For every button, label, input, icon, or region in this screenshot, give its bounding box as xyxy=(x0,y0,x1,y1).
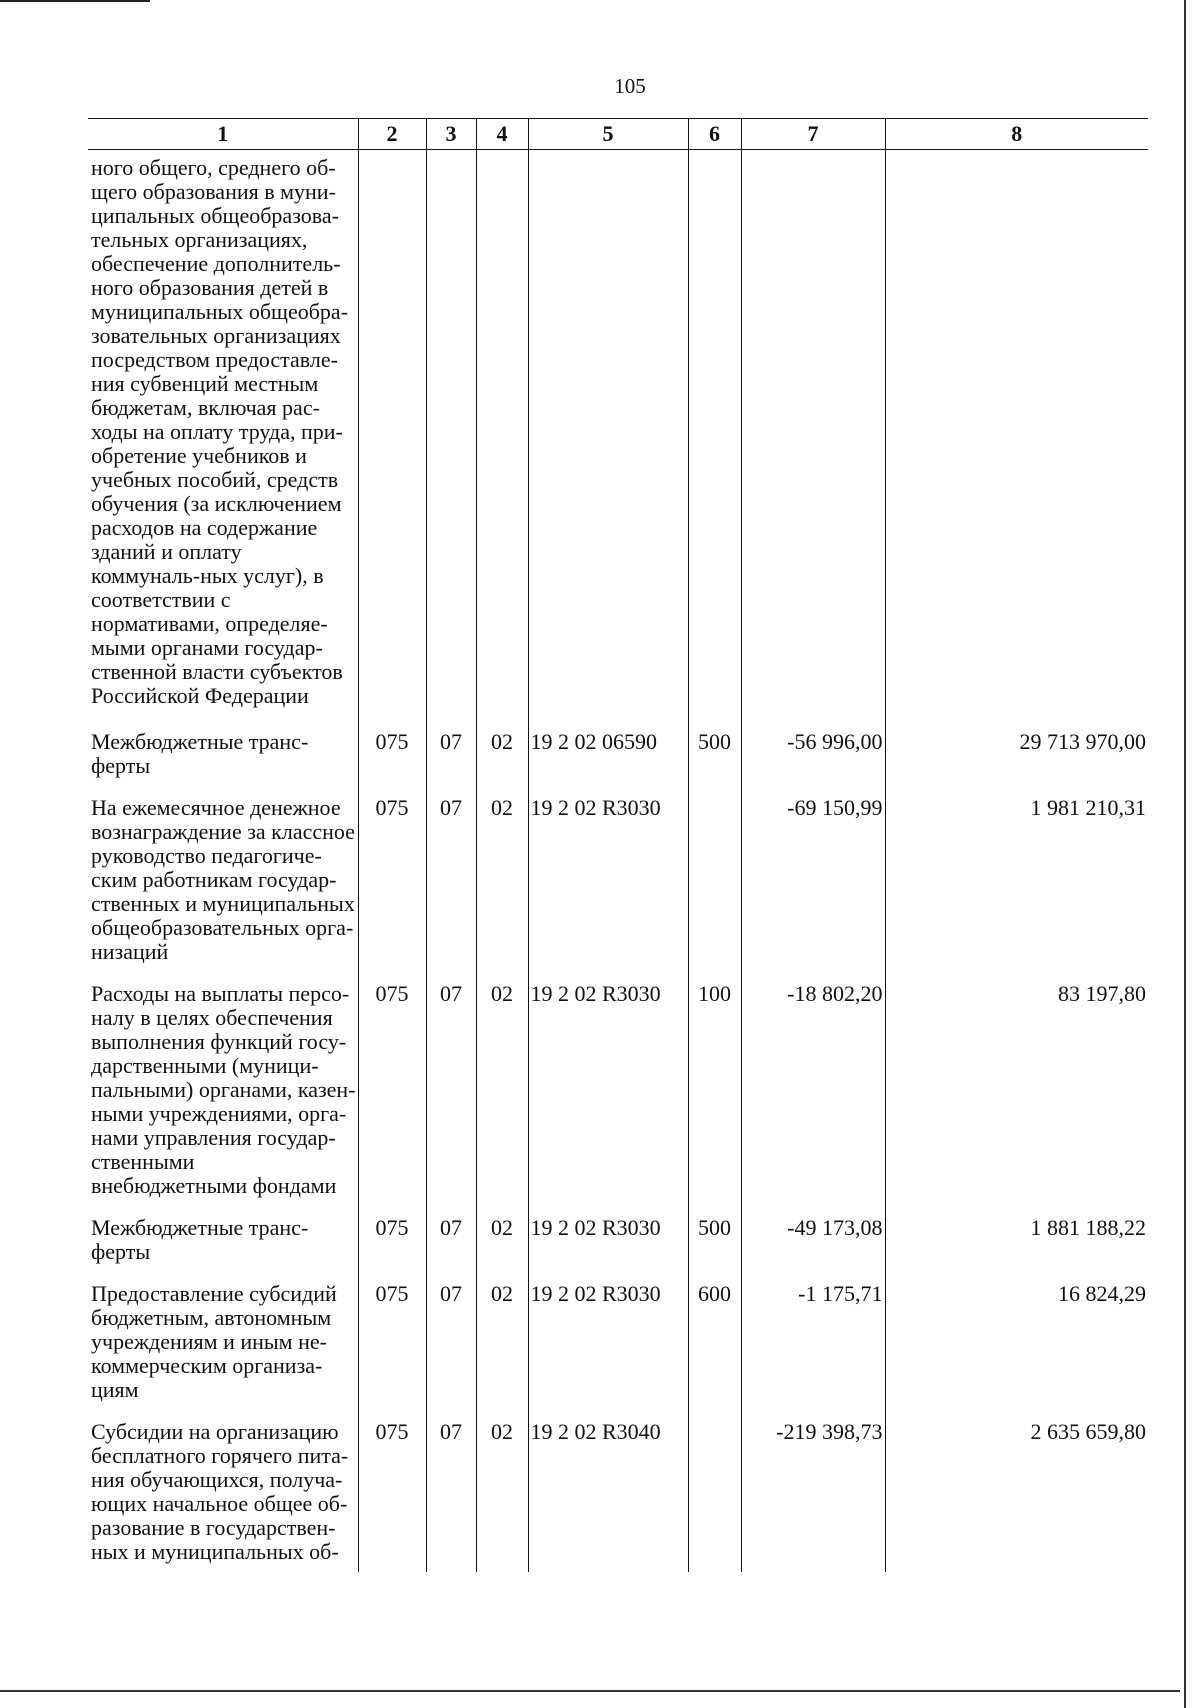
table-row xyxy=(88,1416,1148,1572)
scan-edge-mark-top xyxy=(0,0,150,2)
cell-change-amount xyxy=(741,150,885,727)
column-header: 6 xyxy=(688,119,741,150)
cell-total-amount: 2 635 659,80 xyxy=(885,1416,1148,1572)
table-row xyxy=(88,150,1148,727)
table-row xyxy=(88,726,1148,792)
budget-table xyxy=(88,118,1148,1572)
cell-change-amount: -49 173,08 xyxy=(741,1212,885,1278)
cell-change-amount: -219 398,73 xyxy=(741,1416,885,1572)
cell-ministry-code: 075 xyxy=(358,792,426,978)
table-row xyxy=(88,792,1148,978)
row-description: На ежемесячное денежное вознаграждение за классное руководство педагогиче-ским работникам государ-ственных и муниципальных общеобразовательных орга-низаций xyxy=(91,795,355,964)
cell-ministry-code: 075 xyxy=(358,978,426,1212)
cell-subsection: 02 xyxy=(476,1416,528,1572)
cell-ministry-code: 075 xyxy=(358,1278,426,1416)
cell-change-amount: -18 802,20 xyxy=(741,978,885,1212)
cell-expense-type: 600 xyxy=(688,1278,741,1416)
cell-expense-type xyxy=(688,150,741,727)
column-header: 4 xyxy=(476,119,528,150)
table-row xyxy=(88,1212,1148,1278)
column-header: 5 xyxy=(528,119,688,150)
column-header: 1 xyxy=(88,119,358,150)
scan-edge-mark-bottom xyxy=(0,1690,1180,1692)
cell-ministry-code: 075 xyxy=(358,1416,426,1572)
cell-section: 07 xyxy=(426,1278,476,1416)
cell-total-amount xyxy=(885,150,1148,727)
cell-target-article: 19 2 02 R3040 xyxy=(528,1416,688,1572)
row-description: Расходы на выплаты персо-налу в целях обеспечения выполнения функций госу-дарственными (муници-пальными) органами, казен-ными учреждениями, орга-нами управления государ-ственными внебюджетными фондами xyxy=(91,981,356,1198)
cell-total-amount: 29 713 970,00 xyxy=(885,726,1148,792)
cell-section: 07 xyxy=(426,726,476,792)
cell-target-article: 19 2 02 R3030 xyxy=(528,1278,688,1416)
table-row xyxy=(88,978,1148,1212)
cell-total-amount: 1 881 188,22 xyxy=(885,1212,1148,1278)
scan-edge-mark-right xyxy=(1184,0,1186,1708)
row-description: ного общего, среднего об-щего образования в муни-ципальных общеобразова-тельных организациях, обеспечение дополнитель-ного образования детей в муниципальных общеобра-зовательных организациях посредством предоставле-ния субвенций местным бюджетам, включая рас-ходы на оплату труда, при-обретение учебников и учебных пособий, средств обучения (за исключением расходов на содержание зданий и оплату коммуналь-ных услуг), в соответствии с нормативами, определяе-мыми органами государ-ственной власти субъектов Российской Федерации xyxy=(91,155,348,708)
header-row xyxy=(88,119,1148,150)
column-header: 8 xyxy=(885,119,1148,150)
cell-change-amount: -1 175,71 xyxy=(741,1278,885,1416)
cell-subsection xyxy=(476,150,528,727)
cell-subsection: 02 xyxy=(476,792,528,978)
cell-section xyxy=(426,150,476,727)
page-number: 105 xyxy=(614,74,646,98)
cell-section: 07 xyxy=(426,1212,476,1278)
table-row xyxy=(88,1278,1148,1416)
cell-section: 07 xyxy=(426,1416,476,1572)
cell-subsection: 02 xyxy=(476,978,528,1212)
column-header: 3 xyxy=(426,119,476,150)
cell-subsection: 02 xyxy=(476,1212,528,1278)
cell-section: 07 xyxy=(426,978,476,1212)
column-header: 2 xyxy=(358,119,426,150)
cell-expense-type: 100 xyxy=(688,978,741,1212)
cell-total-amount: 1 981 210,31 xyxy=(885,792,1148,978)
cell-ministry-code xyxy=(358,150,426,727)
cell-total-amount: 16 824,29 xyxy=(885,1278,1148,1416)
row-description: Межбюджетные транс-ферты xyxy=(91,1215,309,1264)
cell-subsection: 02 xyxy=(476,1278,528,1416)
cell-ministry-code: 075 xyxy=(358,1212,426,1278)
cell-change-amount: -69 150,99 xyxy=(741,792,885,978)
cell-expense-type: 500 xyxy=(688,726,741,792)
cell-expense-type xyxy=(688,1416,741,1572)
column-header: 7 xyxy=(741,119,885,150)
row-description: Межбюджетные транс-ферты xyxy=(91,729,309,778)
cell-subsection: 02 xyxy=(476,726,528,792)
cell-target-article: 19 2 02 R3030 xyxy=(528,792,688,978)
cell-total-amount: 83 197,80 xyxy=(885,978,1148,1212)
cell-target-article xyxy=(528,150,688,727)
cell-section: 07 xyxy=(426,792,476,978)
cell-ministry-code: 075 xyxy=(358,726,426,792)
cell-target-article: 19 2 02 R3030 xyxy=(528,978,688,1212)
cell-change-amount: -56 996,00 xyxy=(741,726,885,792)
row-description: Предоставление субсидий бюджетным, автономным учреждениям и иным не-коммерческим организа-циям xyxy=(91,1281,337,1402)
cell-expense-type xyxy=(688,792,741,978)
cell-target-article: 19 2 02 R3030 xyxy=(528,1212,688,1278)
cell-target-article: 19 2 02 06590 xyxy=(528,726,688,792)
row-description: Субсидии на организацию бесплатного горячего пита-ния обучающихся, получа-ющих начальное общее об-разование в государствен-ных и муниципальных об- xyxy=(91,1419,349,1564)
cell-expense-type: 500 xyxy=(688,1212,741,1278)
